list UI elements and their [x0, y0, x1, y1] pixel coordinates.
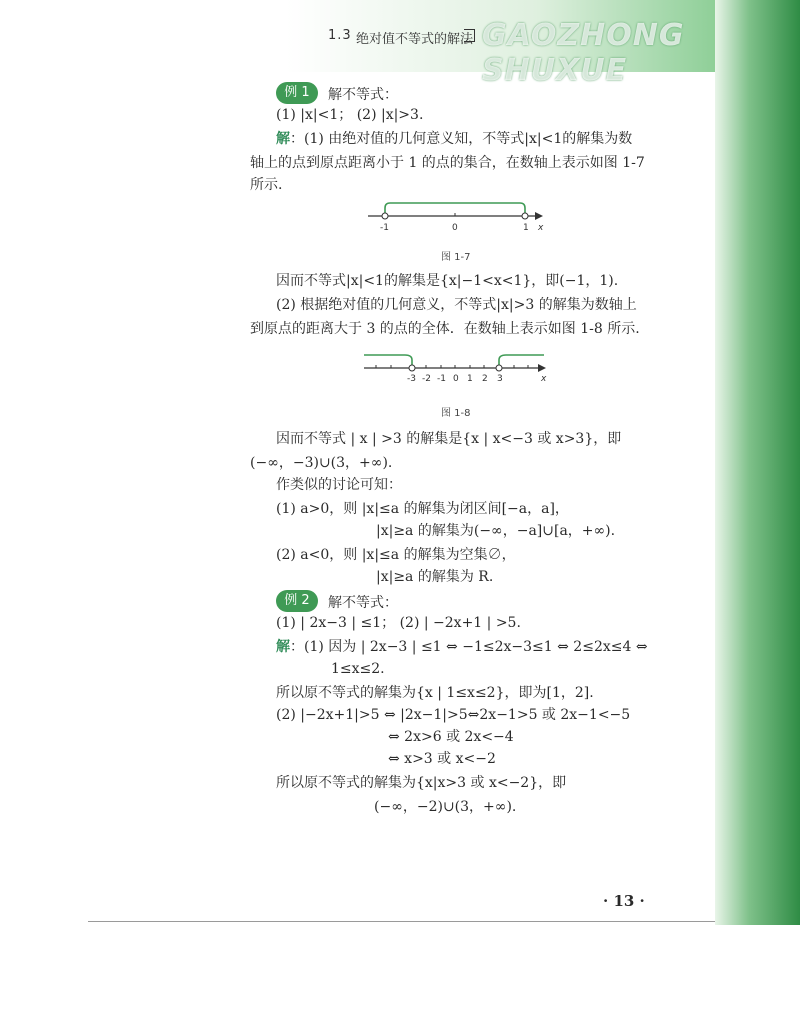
- tick-label: 1: [467, 374, 473, 384]
- example-1-conclusion-2-line-1: 因而不等式 | x | >3 的解集是{x | x<−3 或 x>3}，即: [276, 431, 622, 447]
- example-2-solution-line-6: ⇔ x>3 或 x<−2: [388, 751, 496, 767]
- example-1-solution-line-3: 所示.: [250, 177, 283, 193]
- example-2-solution-line-5: ⇔ 2x>6 或 2x<−4: [388, 729, 514, 745]
- discussion-case-1a: (1) a>0，则 |x|≤a 的解集为闭区间[−a，a]，: [276, 501, 569, 517]
- solve-label: 解: [276, 639, 290, 655]
- tick-label: -2: [422, 374, 431, 384]
- example-1-problems: (1) |x|<1； (2) |x|>3.: [276, 107, 424, 123]
- example-2-solution-line-7: 所以原不等式的解集为{x|x>3 或 x<−2}，即: [276, 775, 567, 791]
- tick-label: -3: [407, 374, 416, 384]
- bottom-rule: [88, 921, 715, 922]
- brand-watermark: GAOZHONG SHUXUE: [482, 18, 685, 88]
- axis-label-x: x: [538, 223, 544, 233]
- example-1-solution-line-2: 轴上的点到原点距离小于 1 的点的集合，在数轴上表示如图 1-7: [250, 155, 645, 171]
- figure-1-7-caption: 图 1-7: [441, 252, 471, 263]
- discussion-case-2b: |x|≥a 的解集为 R.: [376, 569, 494, 585]
- tick-label: 3: [497, 374, 503, 384]
- open-point-right: [522, 213, 528, 219]
- open-point-left: [382, 213, 388, 219]
- solve-label: 解: [276, 131, 290, 147]
- example-1-title: 解不等式：: [328, 87, 398, 103]
- discussion-case-1b: |x|≥a 的解集为(−∞，−a]∪[a，+∞).: [376, 523, 616, 539]
- tick-label: 0: [453, 374, 459, 384]
- axis-label-x: x: [541, 374, 547, 384]
- solution-ray-right: [499, 355, 544, 368]
- example-1-part-2-line-2: 到原点的距离大于 3 的点的全体．在数轴上表示如图 1-8 所示.: [250, 321, 640, 337]
- example-2-title: 解不等式：: [328, 595, 398, 611]
- solution-text: ：(1) 由绝对值的几何意义知，不等式|x|<1的解集为数: [290, 131, 633, 147]
- side-decoration-bar: [715, 0, 800, 925]
- solution-ray-left: [364, 355, 412, 368]
- tick-label: -1: [437, 374, 446, 384]
- example-2-solution-line-3: 所以原不等式的解集为{x | 1≤x≤2}，即为[1，2].: [276, 685, 594, 701]
- discussion-intro: 作类似的讨论可知：: [276, 477, 402, 493]
- figure-1-8-caption: 图 1-8: [441, 408, 471, 419]
- open-point-left: [409, 365, 415, 371]
- axis-arrow: [535, 212, 543, 220]
- example-2-problems: (1) | 2x−3 | ≤1； (2) | −2x+1 | >5.: [276, 615, 521, 631]
- number-line-figure-1-8: [360, 346, 560, 390]
- example-1-solution-line-1: [276, 130, 632, 148]
- example-1-badge: 例 1: [276, 82, 318, 104]
- discussion-case-2a: (2) a<0，则 |x|≤a 的解集为空集∅，: [276, 547, 516, 563]
- example-2-solution-line-8: (−∞，−2)∪(3，+∞).: [374, 799, 517, 815]
- tick-label: 2: [482, 374, 488, 384]
- example-1-conclusion-2-line-2: (−∞，−3)∪(3，+∞).: [250, 455, 393, 471]
- page-header: [0, 0, 715, 88]
- open-point-right: [496, 365, 502, 371]
- section-title: 绝对值不等式的解法: [356, 32, 474, 47]
- tick-label: -1: [380, 223, 389, 233]
- example-2-solution-line-1: [276, 638, 648, 656]
- example-2-solution-line-2: 1≤x≤2.: [331, 661, 385, 677]
- solution-text: ：(1) 因为 | 2x−3 | ≤1 ⇔ −1≤2x−3≤1 ⇔ 2≤2x≤4 ⇔: [290, 639, 648, 655]
- section-number: 1.3: [328, 28, 352, 43]
- header-bracket-mark: [464, 29, 475, 42]
- number-line-figure-1-7: [360, 196, 560, 240]
- tick-label: 0: [452, 223, 458, 233]
- example-2-solution-line-4: (2) |−2x+1|>5 ⇔ |2x−1|>5⇔2x−1>5 或 2x−1<−5: [276, 707, 631, 723]
- example-1-conclusion-1: 因而不等式|x|<1的解集是{x|−1<x<1}，即(−1，1).: [276, 273, 619, 289]
- example-2-badge: 例 2: [276, 590, 318, 612]
- tick-label: 1: [523, 223, 529, 233]
- page-number: · 13 ·: [603, 892, 645, 910]
- axis-arrow: [538, 364, 546, 372]
- example-1-part-2-line-1: (2) 根据绝对值的几何意义，不等式|x|>3 的解集为数轴上: [276, 297, 637, 313]
